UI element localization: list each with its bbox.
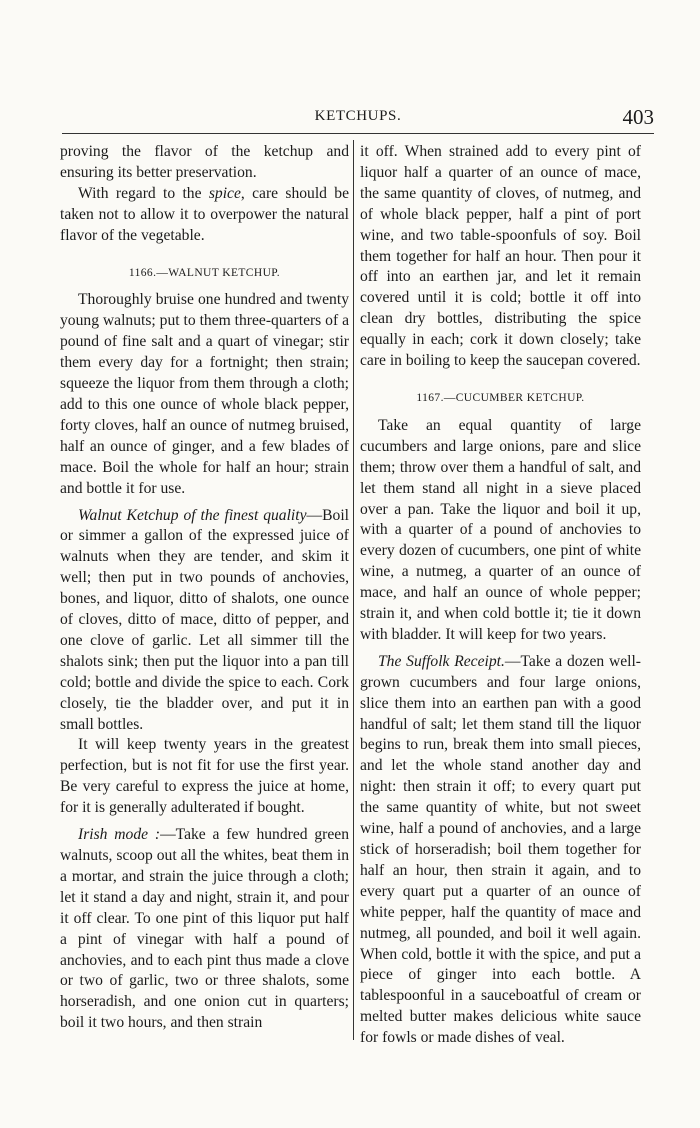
- paragraph-spice-note: [60, 184, 349, 247]
- paragraph-flavor-continuation: proving the flavor of the ketchup and ensuring its better preservation.: [60, 143, 349, 181]
- paragraph-suffolk-receipt: [360, 652, 641, 1049]
- paragraph-cucumber-ketchup: Take an equal quantity of large cucumbers and large onions, pare and slice them; throw over them a handful of salt, and let them stand all night in a sieve placed over a pan. Take the liquor and boil it up, with a quarter of a pound of anchovies to every dozen of cucumbers, one pint of white wine, a nutmeg, a quarter of an ounce of mace, and half an ounce of whole pepper; strain it, and when cold bottle it; tie it down with bladder. It will keep for two years.: [360, 416, 641, 643]
- paragraph-irish-continuation: it off. When strained add to every pint of liquor half a quarter of an ounce of mace, the same quantity of cloves, of nutmeg, and of whole black pepper, half a pint of port wine, and two table-spoonfuls of soy. Boil them together for half an hour. Then pour it off into an earthen jar, and let it remain covered until it is cold; bottle it off into clean dry bottles, distributing the spice equally in each; cork it down closely; take care in boiling to keep the saucepan covered.: [360, 143, 641, 370]
- paragraph-walnut-finest: [60, 506, 349, 736]
- irish-mode-text: —Take a few hundred green walnuts, scoop out all the whites, beat them in a mortar, and strain the juice through a cloth; let it stand a day and night, strain it, and pour it off clear. To one pint of this liquor put half a pint of vinegar with half a pound of anchovies, and to each pint thus made a clove or two of garlic, two or three shalots, some horseradish, and one onion cut in quarters; boil it two hours, and then strain: [60, 826, 349, 1032]
- irish-mode-title: Irish mode :: [78, 826, 161, 844]
- page-number: 403: [622, 105, 654, 129]
- recipe-heading-1166: 1166.—WALNUT KETCHUP.: [128, 266, 281, 279]
- walnut-finest-text: —Boil or simmer a gallon of the expressed juice of walnuts when they are tender, and skim it well; then put in two pounds of anchovies, bones, and liquor, ditto of shalots, one ounce of cloves, ditto of mace, ditto of pepper, and one clove of garlic. Let all simmer till the shalots sink; then put the liquor into a pan till cold; bottle and divide the spice to each. Cork closely, tie the bladder over, and put it in small bottles.: [60, 506, 349, 733]
- paragraph-walnut-ketchup: Thoroughly bruise one hundred and twenty young walnuts; put to them three-quarters of a pound of fine salt and a quart of vinegar; stir them every day for a fortnight; then strain; squeeze the liquor from them through a cloth; add to this one ounce of whole black pepper, forty cloves, half an ounce of nutmeg bruised, half an ounce of ginger, and a few blades of mace. Boil the whole for half an hour; strain and bottle it for use.: [60, 291, 349, 497]
- spice-note-lead: With regard to the: [78, 184, 209, 202]
- column-divider: [353, 140, 354, 1040]
- paragraph-irish-mode: [60, 825, 349, 1034]
- spice-emphasis: spice: [208, 184, 241, 202]
- suffolk-receipt-title: The Suffolk Receipt.: [378, 652, 505, 670]
- suffolk-receipt-text: —Take a dozen well-grown cucumbers and four large onions, slice them into an earthen pan with a good handful of salt; let them stand till the liquor begins to run, break them into small pieces, and let the whole stand another day and night: then strain it off; to every quart put the same quantity of white, but not sweet wine, half a pound of anchovies, and a large stick of horseradish; boil them together for half an hour, then strain it again, and to every quart put a quarter of an ounce of white pepper, half the quantity of mace and nutmeg, all pounded, and boil it well again. When cold, bottle it with the spice, and put a piece of ginger into each bottle. A tablespoonful in a sauceboatful of cream or melted butter makes delicious white sauce for fowls or made dishes of veal.: [360, 652, 641, 1047]
- spice-note-rest: , care should be taken not to allow it to overpower the natural flavor of the vegetable.: [60, 184, 350, 244]
- left-column: [60, 142, 349, 1034]
- running-title: KETCHUPS.: [314, 108, 402, 124]
- walnut-finest-title: Walnut Ketchup of the finest quality: [78, 506, 307, 524]
- right-column: [360, 142, 641, 1049]
- paragraph-keeping-note: It will keep twenty years in the greatest perfection, but is not fit for use the first year. Be very careful to express the juice at home, for it is generally adulterated if bought.: [60, 736, 349, 817]
- header-rule: [62, 133, 654, 134]
- recipe-heading-1167: 1167.—CUCUMBER KETCHUP.: [416, 391, 585, 404]
